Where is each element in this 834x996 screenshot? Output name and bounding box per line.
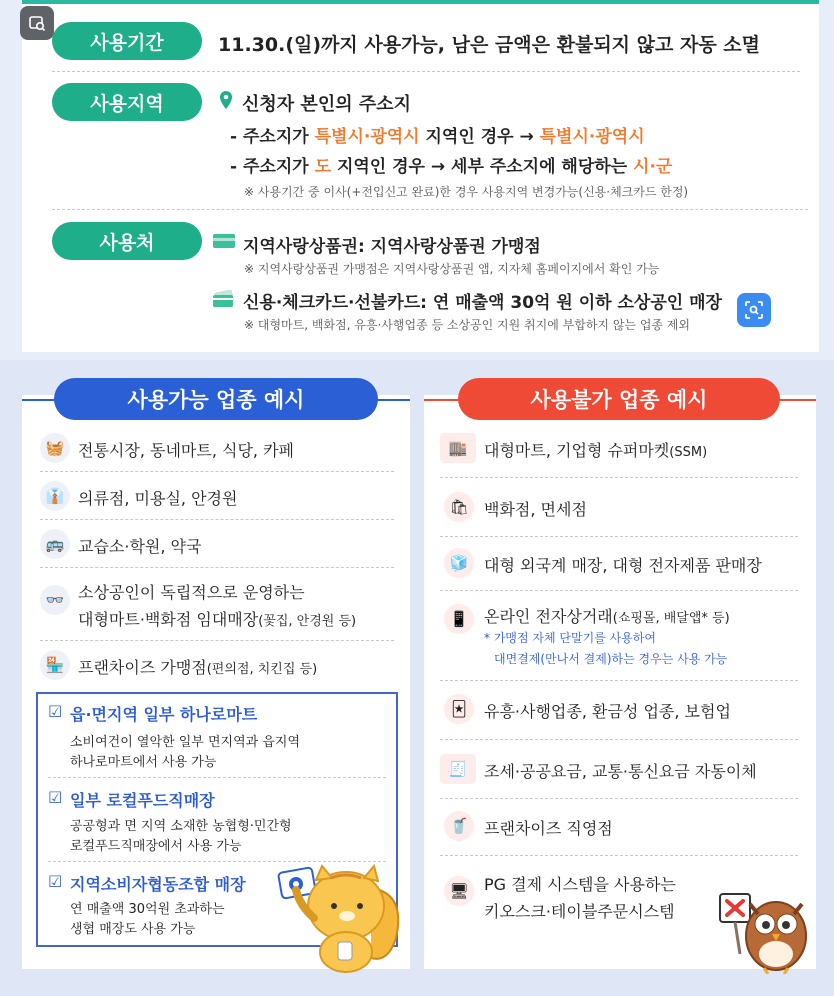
divider bbox=[40, 519, 394, 520]
divider bbox=[440, 680, 798, 681]
region-line2: - 주소지가 도 지역인 경우 → 세부 주소지에 해당하는 시·군 bbox=[230, 157, 673, 177]
divider bbox=[40, 471, 394, 472]
denied-item: 대형 외국계 매장, 대형 전자제품 판매장 bbox=[484, 556, 762, 575]
kiosk-icon: 🖥 bbox=[444, 876, 474, 906]
glasses-flower-icon: 👓 bbox=[40, 585, 70, 615]
denied-item: 백화점, 면세점 bbox=[484, 500, 587, 519]
allowed-item: 교습소·학원, 약국 bbox=[78, 537, 202, 556]
supermarket-icon: 🏬 bbox=[440, 433, 476, 463]
hanger-icon: 👔 bbox=[40, 481, 70, 511]
divider bbox=[440, 855, 798, 856]
divider bbox=[440, 739, 798, 740]
place-label: 사용처 bbox=[52, 222, 202, 260]
exception-line: 연 매출액 30억원 초과하는 bbox=[70, 902, 225, 917]
denied-item: 조세·공공요금, 교통·통신요금 자동이체 bbox=[484, 762, 757, 781]
exception-line: 소비여건이 열악한 일부 면지역과 읍지역 bbox=[70, 735, 301, 750]
allowed-item: 프랜차이즈 가맹점(편의점, 치킨집 등) bbox=[78, 658, 318, 677]
place-item1: 지역사랑상품권: 지역사랑상품권 가맹점 bbox=[243, 237, 541, 257]
exception-line: 로컬푸드직매장에서 사용 가능 bbox=[70, 839, 242, 854]
allowed-item: 소상공인이 독립적으로 운영하는 bbox=[78, 583, 305, 602]
phone-shopping-icon: 📱 bbox=[444, 604, 474, 634]
market-basket-icon: 🧺 bbox=[40, 433, 70, 463]
exception-title: 지역소비자협동조합 매장 bbox=[70, 875, 246, 894]
visual-search-icon bbox=[744, 300, 764, 320]
denied-item: 프랜차이즈 직영점 bbox=[484, 819, 613, 838]
divider bbox=[52, 209, 808, 210]
bill-icon: 🧾 bbox=[440, 754, 476, 784]
exception-title: 일부 로컬푸드직매장 bbox=[70, 791, 215, 810]
check-icon: ☑ bbox=[48, 702, 63, 721]
denied-item: 온라인 전자상거래(쇼핑몰, 배달앱* 등) bbox=[484, 607, 730, 626]
credit-card-icon bbox=[212, 290, 236, 308]
period-label: 사용기간 bbox=[52, 22, 202, 60]
check-icon: ☑ bbox=[48, 872, 63, 891]
school-bus-icon: 🚌 bbox=[40, 529, 70, 559]
image-search-icon bbox=[28, 14, 46, 32]
divider bbox=[440, 590, 798, 591]
denied-title: 사용불가 업종 예시 bbox=[458, 378, 780, 420]
department-store-icon: 🛍 bbox=[444, 492, 474, 522]
region-main: 신청자 본인의 주소지 bbox=[242, 94, 412, 115]
region-note: ※ 사용기간 중 이사(+전입신고 완료)한 경우 사용지역 변경가능(신용·체크카드 한정) bbox=[244, 185, 689, 199]
denied-item: PG 결제 시스템을 사용하는 bbox=[484, 875, 676, 894]
coffee-cup-icon: 🥤 bbox=[444, 811, 474, 841]
image-search-button[interactable] bbox=[20, 6, 54, 40]
cards-icon: 🃏 bbox=[444, 694, 474, 724]
exception-title: 읍·면지역 일부 하나로마트 bbox=[70, 705, 258, 724]
exception-line: 공공형과 면 지역 소재한 농협형·민간형 bbox=[70, 819, 292, 834]
squirrel-mascot-illustration bbox=[276, 858, 406, 974]
denied-note: 대면결제(만나서 결제)하는 경우는 사용 가능 bbox=[494, 652, 728, 666]
denied-item: 유흥·사행업종, 환금성 업종, 보험업 bbox=[484, 702, 731, 721]
region-line1: - 주소지가 특별시·광역시 지역인 경우 → 특별시·광역시 bbox=[230, 127, 645, 147]
divider bbox=[40, 640, 394, 641]
divider bbox=[440, 477, 798, 478]
place-item2: 신용·체크카드·선불카드: 연 매출액 30억 원 이하 소상공인 매장 bbox=[243, 293, 722, 313]
allowed-item: 전통시장, 동네마트, 식당, 카페 bbox=[78, 441, 294, 460]
fridge-icon: 🧊 bbox=[444, 548, 474, 578]
denied-note: * 가맹점 자체 단말기를 사용하여 bbox=[484, 631, 656, 645]
allowed-item: 의류점, 미용실, 안경원 bbox=[78, 489, 238, 508]
divider bbox=[48, 777, 386, 778]
divider bbox=[52, 71, 800, 72]
divider bbox=[440, 536, 798, 537]
exception-line: 생협 매장도 사용 가능 bbox=[70, 922, 196, 937]
period-text: 11.30.(일)까지 사용가능, 남은 금액은 환불되지 않고 자동 소멸 bbox=[218, 34, 760, 56]
divider bbox=[440, 798, 798, 799]
denied-item-line2: 키오스크·테이블주문시스템 bbox=[484, 902, 675, 921]
location-pin-icon bbox=[218, 90, 234, 110]
exception-line: 하나로마트에서 사용 가능 bbox=[70, 755, 217, 770]
gift-voucher-icon bbox=[212, 232, 236, 250]
place-note1: ※ 지역사랑상품권 가맹점은 지역사랑상품권 앱, 지자체 홈페이지에서 확인 가능 bbox=[244, 262, 660, 276]
owl-mascot-illustration bbox=[718, 884, 812, 974]
divider bbox=[40, 567, 394, 568]
allowed-item-line2: 대형마트·백화점 임대매장(꽃집, 안경원 등) bbox=[78, 610, 357, 629]
region-label: 사용지역 bbox=[52, 83, 202, 121]
check-icon: ☑ bbox=[48, 788, 63, 807]
visual-search-button[interactable] bbox=[737, 293, 771, 327]
store-icon: 🏪 bbox=[40, 650, 70, 680]
denied-item: 대형마트, 기업형 슈퍼마켓(SSM) bbox=[484, 441, 708, 460]
allowed-title: 사용가능 업종 예시 bbox=[54, 378, 378, 420]
place-note2: ※ 대형마트, 백화점, 유흥·사행업종 등 소상공인 지원 취지에 부합하지 않는 업종 제외 bbox=[244, 318, 690, 332]
